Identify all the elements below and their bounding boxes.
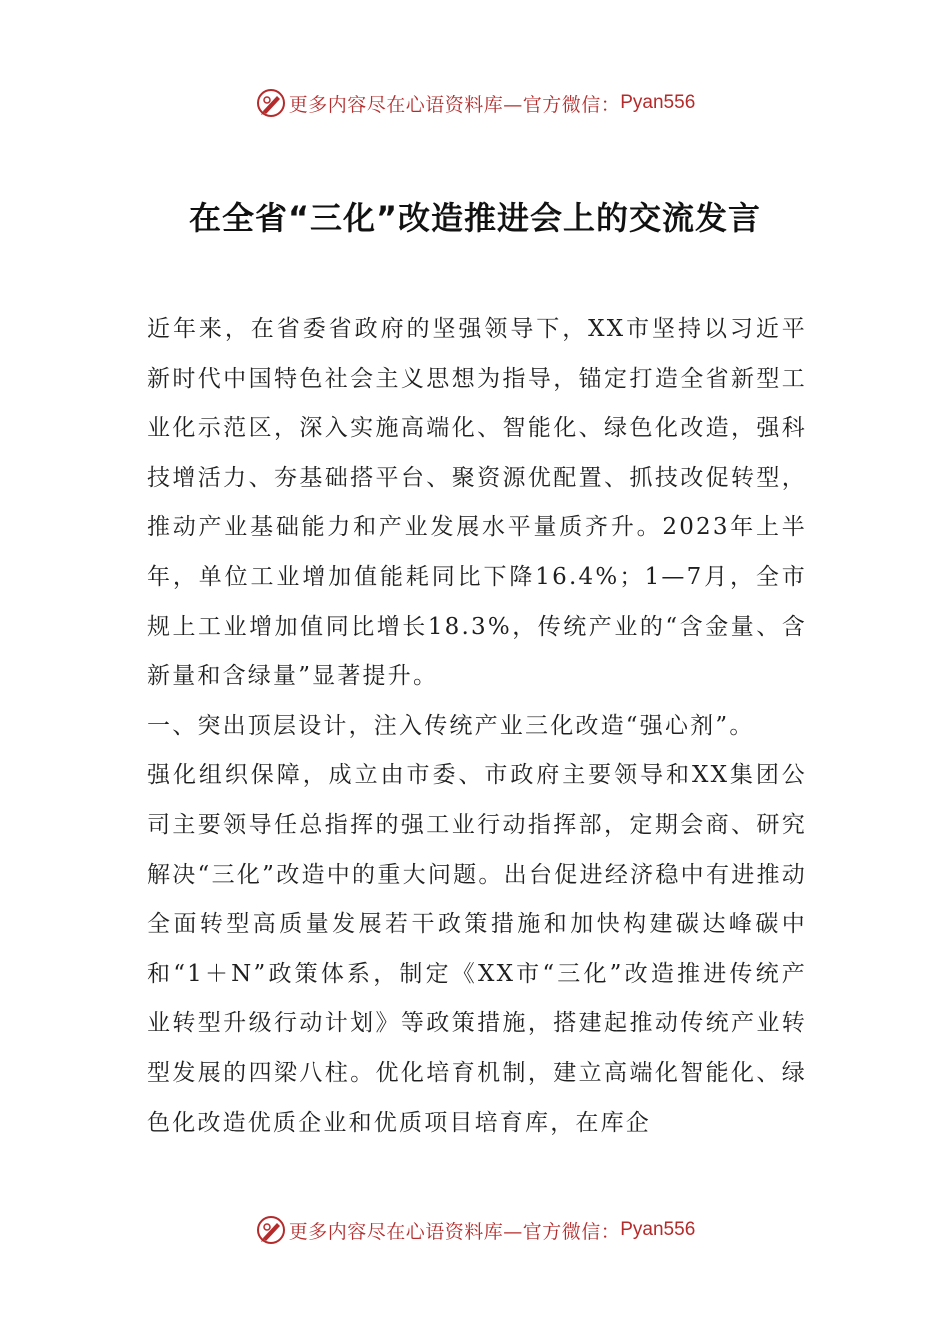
watermark-wechat-id: Pyan556 bbox=[620, 1219, 696, 1240]
watermark-text: 更多内容尽在心语资料库—官方微信： bbox=[288, 93, 621, 116]
watermark-banner-top bbox=[0, 83, 950, 123]
watermark-text: 更多内容尽在心语资料库—官方微信： bbox=[288, 1220, 621, 1243]
section-heading-1: 一、突出顶层设计，注入传统产业三化改造“强心剂”。 bbox=[147, 712, 755, 739]
paragraph-intro: 近年来，在省委省政府的坚强领导下，XX市坚持以习近平新时代中国特色社会主义思想为指导，锚定打造全省新型工业化示范区，深入实施高端化、智能化、绿色化改造，强科技增活力、夯基础搭平台、聚资源优配置、抓技改促转型，推动产业基础能力和产业发展水平量质齐升。2023年上半年，单位工业增加值能耗同比下降16.4%；1—7月，全市规上工业增加值同比增长18.3%，传统产业的“含金量、含新量和含绿量”显著提升。 bbox=[147, 316, 807, 690]
watermark-banner-bottom bbox=[0, 1210, 950, 1250]
watermark-wechat-id: Pyan556 bbox=[620, 92, 696, 113]
document-body bbox=[147, 305, 807, 1148]
page-title: 在全省“三化”改造推进会上的交流发言 bbox=[188, 199, 762, 238]
paragraph-section-1: 强化组织保障，成立由市委、市政府主要领导和XX集团公司主要领导任总指挥的强工业行动指挥部，定期会商、研究解决“三化”改造中的重大问题。出台促进经济稳中有进推动全面转型高质量发展若干政策措施和加快构建碳达峰碳中和“1＋N”政策体系，制定《XX市“三化”改造推进传统产业转型升级行动计划》等政策措施，搭建起推动传统产业转型发展的四梁八柱。优化培育机制，建立高端化智能化、绿色化改造优质企业和优质项目培育库，在库企 bbox=[147, 762, 807, 1136]
pen-logo-icon bbox=[255, 1214, 287, 1246]
pen-logo-icon bbox=[255, 87, 287, 119]
